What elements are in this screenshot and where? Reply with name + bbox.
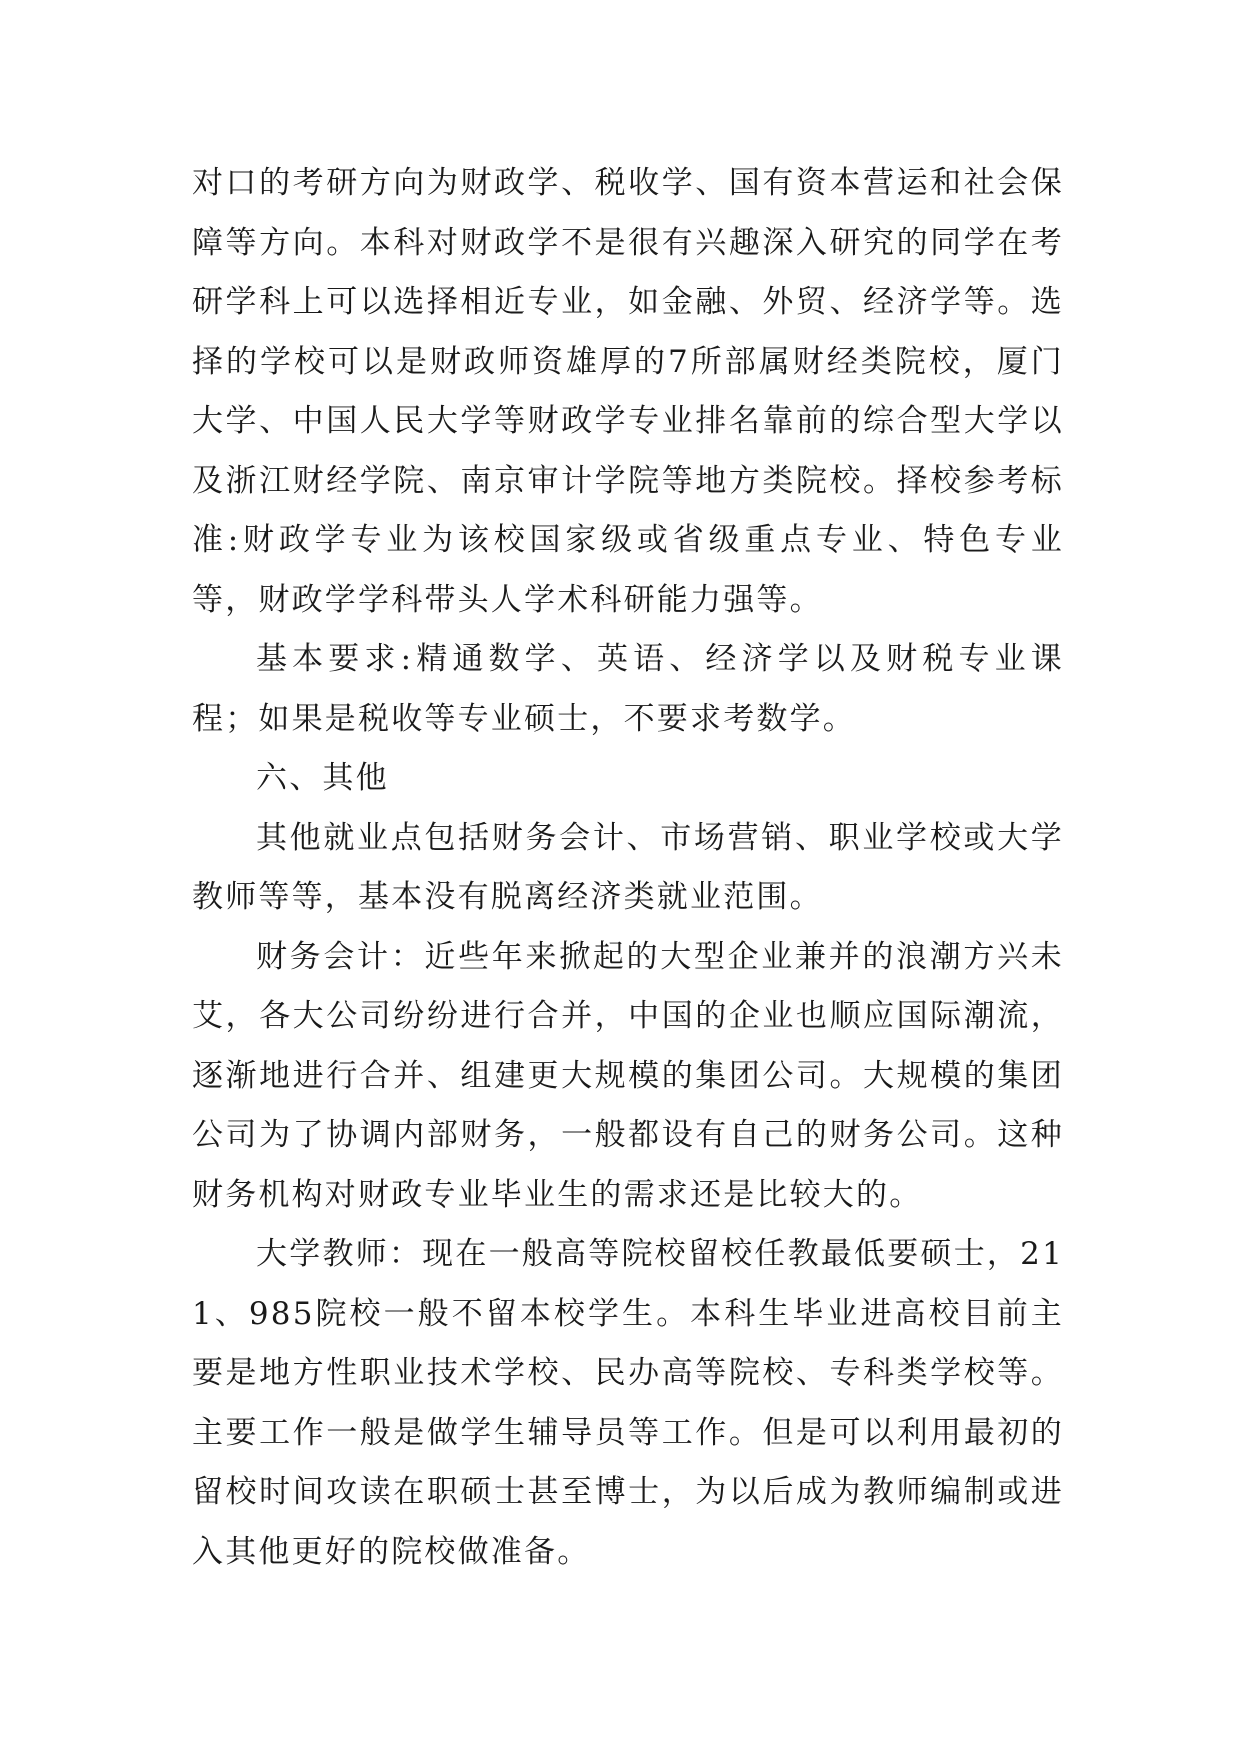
paragraph-financial-accounting: 财务会计：近些年来掀起的大型企业兼并的浪潮方兴未艾，各大公司纷纷进行合并，中国的企业也顺应国际潮流，逐渐地进行合并、组建更大规模的集团公司。大规模的集团公司为了协调内部财务，一般都设有自己的财务公司。这种财务机构对财政专业毕业生的需求还是比较大的。 <box>192 938 1064 1213</box>
paragraph-university-teacher: 大学教师：现在一般高等院校留校任教最低要硕士，211、985院校一般不留本校学生。本科生毕业进高校目前主要是地方性职业技术学校、民办高等院校、专科类学校等。主要工作一般是做学生辅导员等工作。但是可以利用最初的留校时间攻读在职硕士甚至博士，为以后成为教师编制或进入其他更好的院校做准备。 <box>192 1236 1064 1570</box>
paragraph-other-employment: 其他就业点包括财务会计、市场营销、职业学校或大学教师等等，基本没有脱离经济类就业范围。 <box>192 819 1064 915</box>
paragraph-basic-requirements: 基本要求:精通数学、英语、经济学以及财税专业课程；如果是税收等专业硕士，不要求考数学。 <box>192 641 1064 737</box>
paragraph-exam-direction: 对口的考研方向为财政学、税收学、国有资本营运和社会保障等方向。本科对财政学不是很有兴趣深入研究的同学在考研学科上可以选择相近专业，如金融、外贸、经济学等。选择的学校可以是财政师资雄厚的7所部属财经类院校，厦门大学、中国人民大学等财政学专业排名靠前的综合型大学以及浙江财经学院、南京审计学院等地方类院校。择校参考标准:财政学专业为该校国家级或省级重点专业、特色专业等，财政学学科带头人学术科研能力强等。 <box>192 165 1064 618</box>
document-body <box>192 154 1064 1582</box>
section-heading-other: 六、其他 <box>256 760 389 796</box>
